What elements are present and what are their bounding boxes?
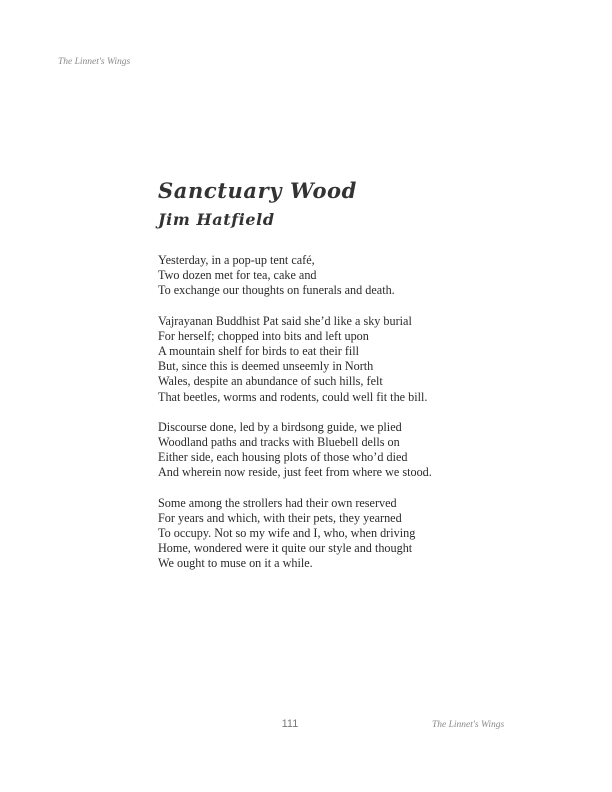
poem-author: Jim Hatfield: [158, 210, 275, 229]
poem-line: Yesterday, in a pop-up tent café,: [158, 253, 315, 267]
page-number: 111: [281, 718, 299, 730]
poem-line: Home, wondered were it quite our style and thought: [158, 541, 413, 556]
stanza-4: [158, 496, 558, 572]
poem-line: To occupy. Not so my wife and I, who, when driving: [158, 526, 416, 541]
poem-title: Sanctuary Wood: [158, 178, 357, 203]
poem-line: Wales, despite an abundance of such hills, felt: [158, 374, 383, 389]
poem-line: And wherein now reside, just feet from where we stood.: [158, 465, 432, 480]
poem-line: Two dozen met for tea, cake and: [158, 268, 317, 283]
poem-line: Either side, each housing plots of those who’d died: [158, 450, 408, 465]
poem-line: A mountain shelf for birds to eat their fill: [158, 344, 360, 359]
poem-line: For herself; chopped into bits and left upon: [158, 328, 369, 343]
stanza-1: [158, 253, 558, 299]
poem: [158, 178, 558, 587]
poem-line: We ought to muse on it a while.: [158, 556, 313, 571]
stanza-3: [158, 420, 558, 481]
poem-line: Woodland paths and tracks with Bluebell dells on: [158, 435, 400, 450]
poem-line: Some among the strollers had their own reserved: [158, 495, 397, 510]
poem-line: But, since this is deemed unseemly in North: [158, 359, 374, 374]
poem-line: To exchange our thoughts on funerals and death.: [158, 283, 395, 298]
poem-line: Vajrayanan Buddhist Pat said she’d like a sky burial: [158, 313, 412, 328]
poem-body: [158, 253, 558, 572]
footer-running-title: The Linnet's Wings: [432, 720, 505, 730]
poem-line: That beetles, worms and rodents, could well fit the bill.: [158, 389, 428, 404]
poem-line: Discourse done, led by a birdsong guide, we plied: [158, 419, 402, 434]
header-running-title: The Linnet's Wings: [58, 57, 131, 67]
poem-line: For years and which, with their pets, they yearned: [158, 510, 402, 525]
stanza-2: [158, 314, 558, 405]
